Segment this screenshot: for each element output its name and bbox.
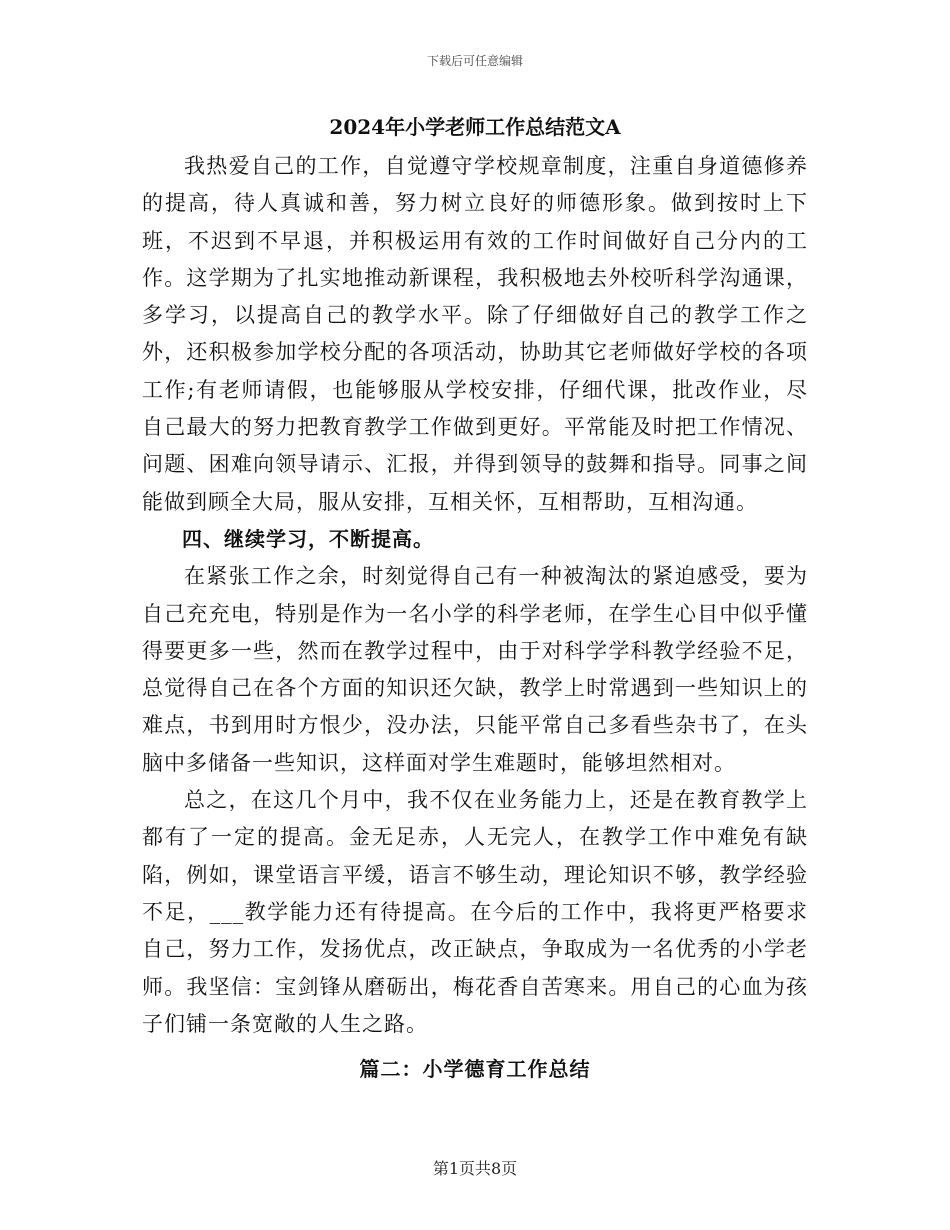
header-note: 下载后可任意编辑 [426,54,523,68]
paragraph-self-improvement: 在紧张工作之余，时刻觉得自己有一种被淘汰的紧迫感受，要为自己充充电，特别是作为一名小学的科学老师，在学生心目中似乎懂得要更多一些，然而在教学过程中，由于对科学学科教学经验不足，总觉得自己在各个方面的知识还欠缺，教学上时常遇到一些知识上的难点，书到用时方恨少，没办法，只能平常自己多看些杂书了，在头脑中多储备一些知识，这样面对学生难题时，能够坦然相对。 [142,564,808,775]
section-heading-continue-learning: 四、继续学习，不断提高。 [182,526,434,551]
paragraph-work-attitude: 我热爱自己的工作，自觉遵守学校规章制度，注重自身道德修养的提高，待人真诚和善，努力树立良好的师德形象。做到按时上下班，不迟到不早退，并积极运用有效的工作时间做好自己分内的工作。这学期为了扎实地推动新课程，我积极地去外校听科学沟通课，多学习，以提高自己的教学水平。除了仔细做好自己的教学工作之外，还积极参加学校分配的各项活动，协助其它老师做好学校的各项工作;有老师请假，也能够服从学校安排，仔细代课，批改作业，尽自己最大的努力把教育教学工作做到更好。平常能及时把工作情况、问题、困难向领导请示、汇报，并得到领导的鼓舞和指导。同事之间能做到顾全大局，服从安排，互相关怀，互相帮助，互相沟通。 [142,154,808,514]
document-body [142,112,808,1088]
part-two-title: 篇二：小学德育工作总结 [359,1057,591,1082]
page-number: 第1页共8页 [432,1159,518,1178]
paragraph-summary: 总之，在这几个月中，我不仅在业务能力上，还是在教育教学上都有了一定的提高。金无足赤，人无完人，在教学工作中难免有缺陷，例如，课堂语言平缓，语言不够生动，理论知识不够，教学经验不足，___教学能力还有待提高。在今后的工作中，我将更严格要求自己，努力工作，发扬优点，改正缺点，争取成为一名优秀的小学老师。我坚信：宝剑锋从磨砺出，梅花香自苦寒来。用自己的心血为孩子们铺一条宽敞的人生之路。 [142,788,808,1036]
document-title: 2024年小学老师工作总结范文A [329,115,621,139]
